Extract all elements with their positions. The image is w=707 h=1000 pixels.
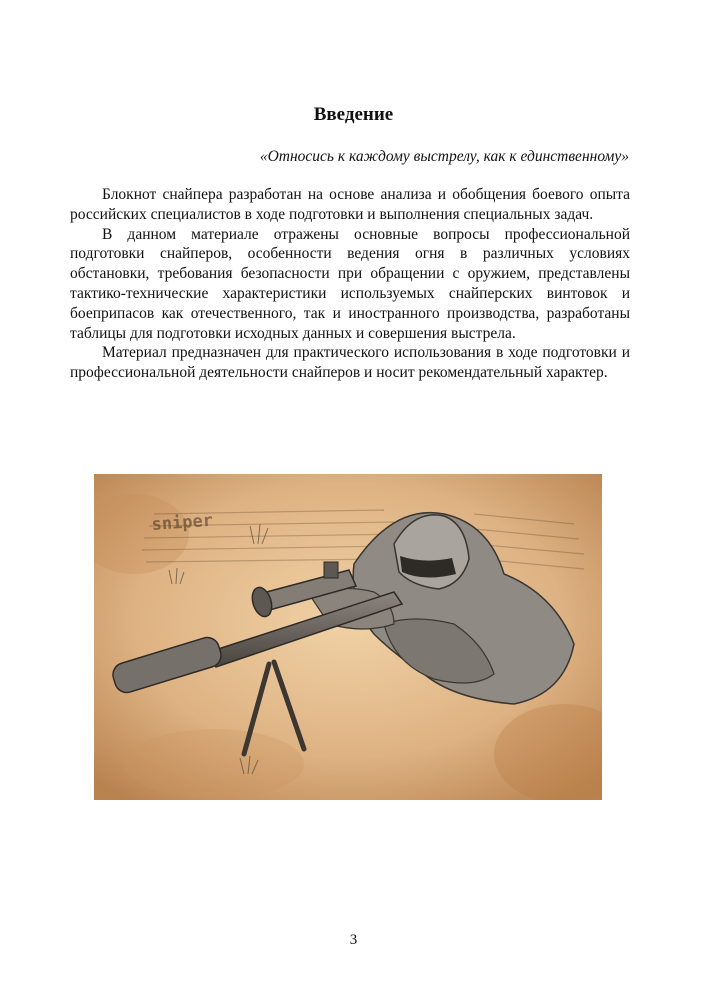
sniper-illustration-drawing bbox=[94, 474, 602, 800]
paragraph-2: В данном материале отражены основные вопросы профессиональной подготовки снайперов, особенности ведения огня в различных условиях обстановки, требования безопасности при обращении с оружием, представлены тактико-технические характеристики используемых снайперских винтовок и боеприпасов как отечественного, так и иностранного производства, разработаны таблицы для подготовки исходных данных и совершения выстрела. bbox=[70, 225, 630, 342]
epigraph: «Относись к каждому выстрелу, как к единственному» bbox=[259, 148, 629, 165]
body-text bbox=[70, 185, 630, 383]
sniper-illustration bbox=[94, 474, 602, 800]
page-title: Введение bbox=[313, 104, 394, 125]
paragraph-3: Материал предназначен для практического использования в ходе подготовки и профессиональной деятельности снайперов и носит рекомендательный характер. bbox=[70, 344, 630, 382]
paragraph-1: Блокнот снайпера разработан на основе анализа и обобщения боевого опыта российских специалистов в ходе подготовки и выполнения специальных задач. bbox=[70, 186, 630, 223]
page-number: 3 bbox=[349, 932, 358, 948]
newspaper-headline: sniper bbox=[150, 510, 214, 535]
